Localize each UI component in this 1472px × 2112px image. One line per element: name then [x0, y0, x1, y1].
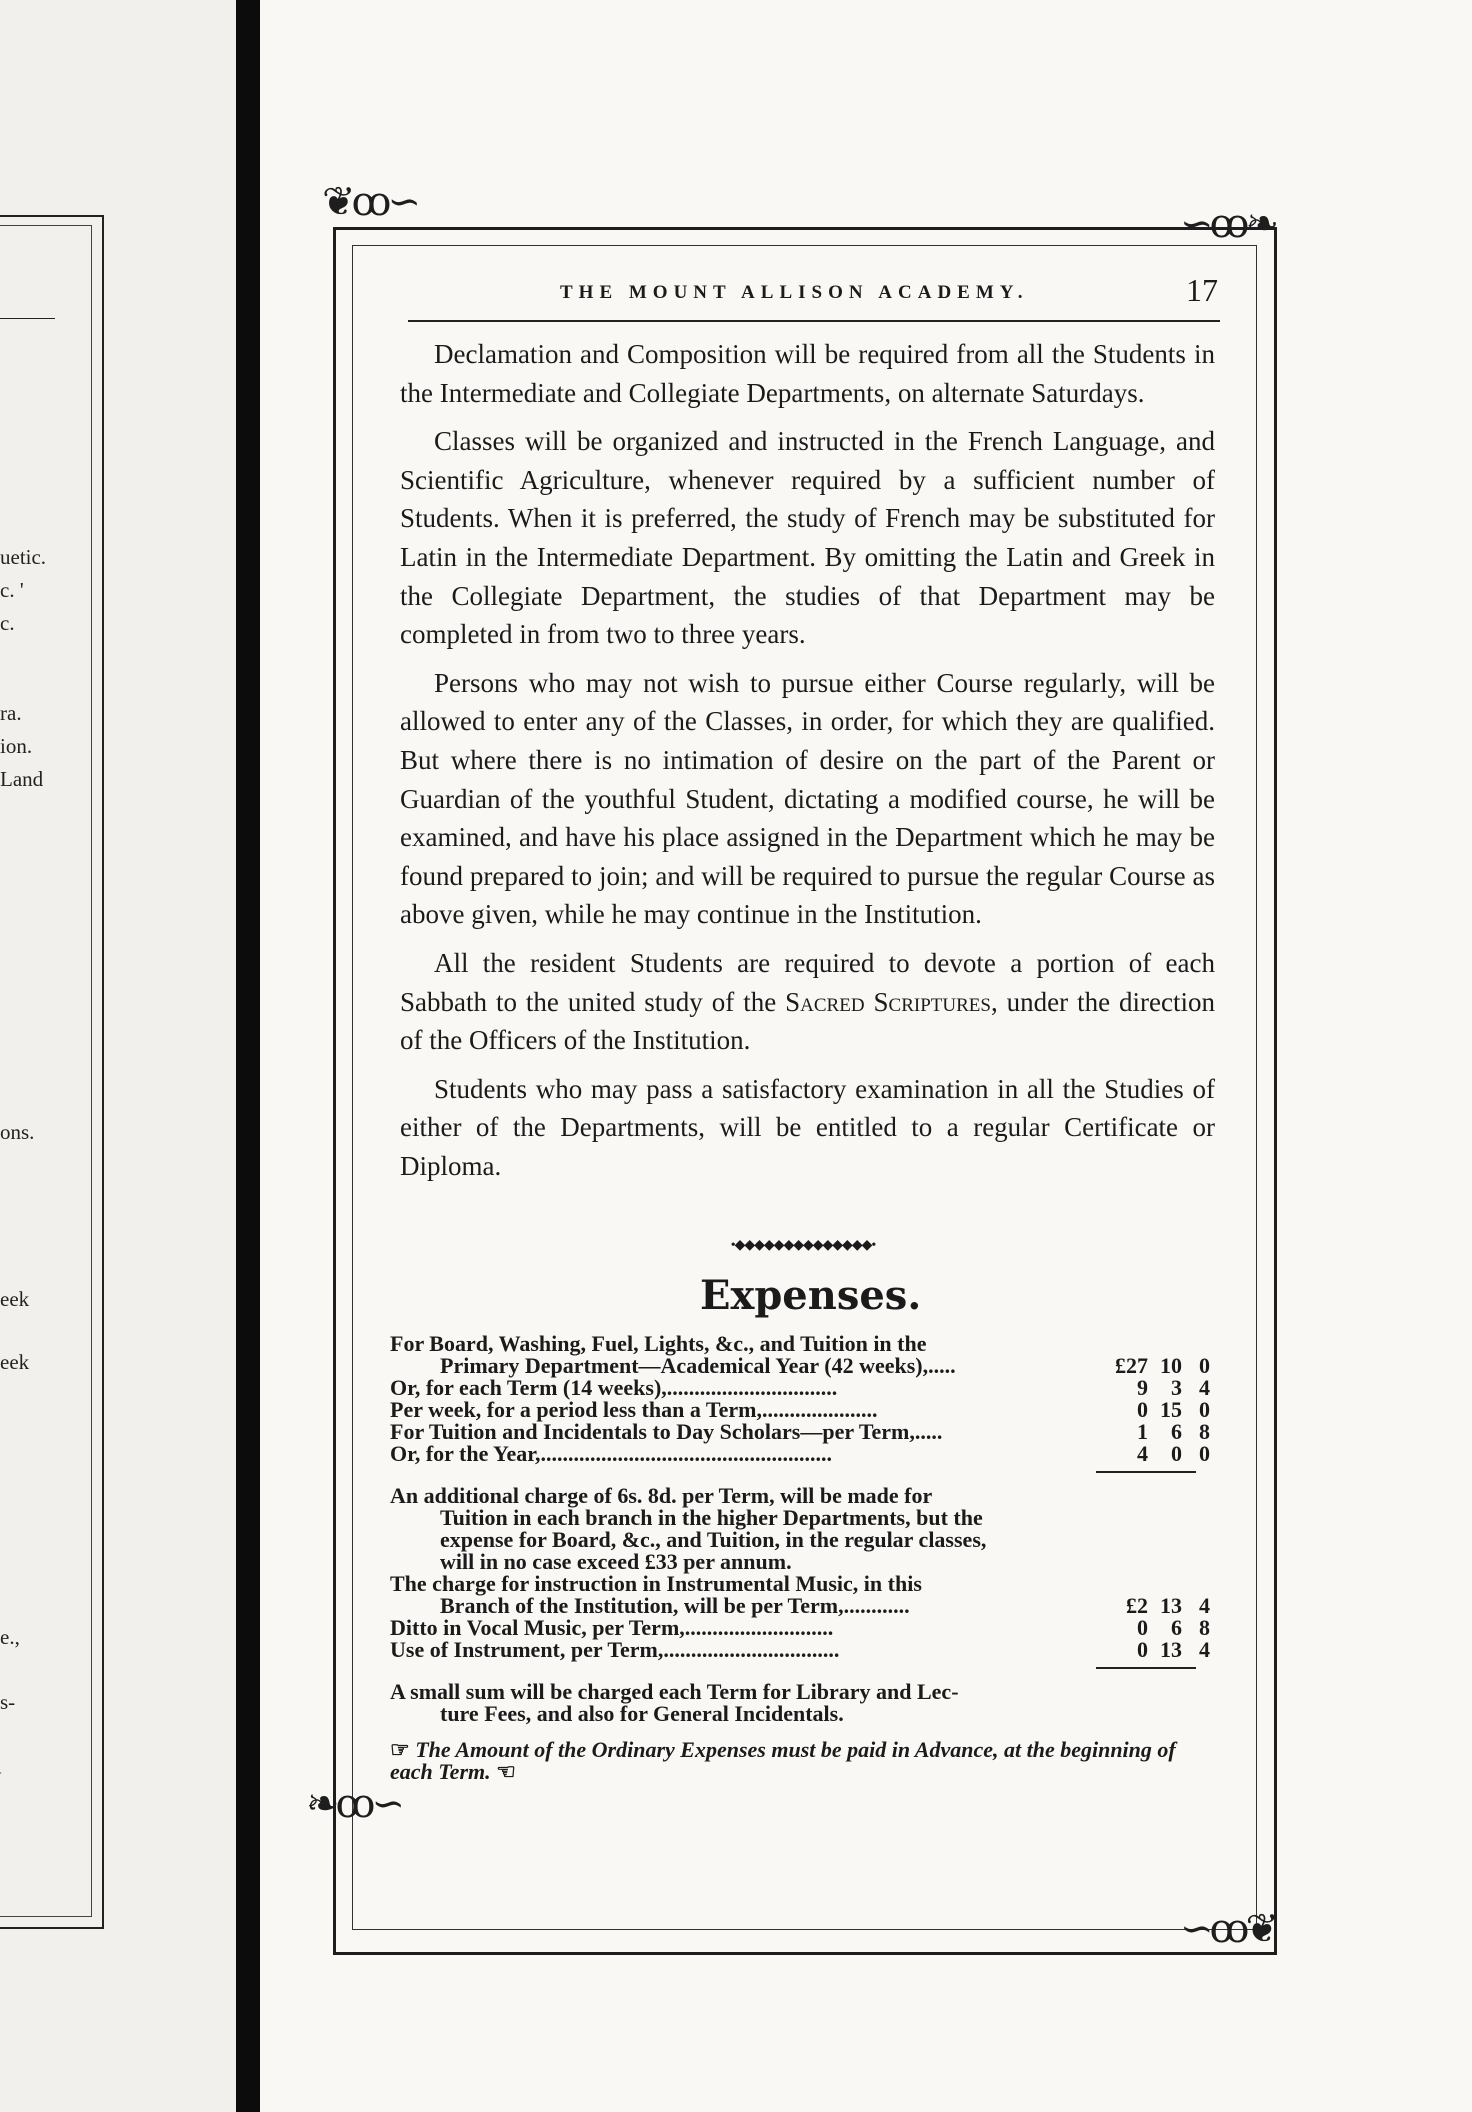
- expense-row: [390, 1421, 1210, 1443]
- pence: 0: [1199, 1353, 1210, 1378]
- pence: [1182, 1551, 1210, 1573]
- left-page-fragment: ons.: [0, 1120, 35, 1144]
- ornamental-divider: •◆◆◆◆◆◆◆◆◆◆◆◆◆◆•: [730, 1238, 876, 1253]
- expense-description: expense for Board, &c., and Tuition, in the regular classes,: [440, 1527, 987, 1552]
- left-page-fragment: s-: [0, 1690, 16, 1714]
- expense-row: [390, 1333, 1210, 1355]
- pence: 0: [1199, 1441, 1210, 1466]
- shillings: [1148, 1551, 1182, 1573]
- expense-amount: [1100, 1529, 1210, 1551]
- pounds: [1100, 1551, 1148, 1573]
- left-page-fragment: Land: [0, 767, 44, 791]
- paragraph-classes: Classes will be organized and instructed in the French Language, and Scientific Agriculture, whenever required by a sufficient number of Students. When it is preferred, the study of French may be substituted for Latin in the Intermediate Department. By omitting the Latin and Greek in the Collegiate Department, the studies of that Department may be completed in from two to three years.: [400, 426, 1215, 650]
- expense-description: Or, for the Year,.....................................................: [390, 1441, 833, 1466]
- note-text: The Amount of the Ordinary Expenses must be paid in Advance, at the beginning of each Term.: [390, 1737, 1176, 1784]
- expense-amount: [1100, 1551, 1210, 1573]
- pounds: 0: [1137, 1615, 1148, 1640]
- left-page: [0, 0, 236, 2112]
- pence: 4: [1199, 1593, 1210, 1618]
- expense-amount: [1100, 1443, 1210, 1465]
- page-number: 17: [1186, 272, 1218, 308]
- left-page-inner-frame: [0, 225, 92, 1917]
- expense-row: [390, 1551, 1210, 1573]
- paragraph-declamation: Declamation and Composition will be required from all the Students in the Intermediate and Collegiate Departments, on alternate Saturdays.: [400, 339, 1215, 408]
- shillings: 10: [1160, 1353, 1182, 1378]
- scriptures-text-b: , under the direction of the Officers of the Institution.: [400, 986, 1215, 1056]
- expense-row: [390, 1355, 1210, 1377]
- pointing-hand-icon: ☜: [496, 1759, 516, 1784]
- expenses-title: Expenses.: [700, 1272, 922, 1319]
- expense-row: [390, 1399, 1210, 1421]
- expense-amount: [1100, 1421, 1210, 1443]
- expense-description: Branch of the Institution, will be per Term,............: [440, 1593, 910, 1618]
- pence: [1182, 1529, 1210, 1551]
- pence: 0: [1199, 1397, 1210, 1422]
- expense-amount: [1100, 1399, 1210, 1421]
- paragraph-certificate: Students who may pass a satisfactory examination in all the Studies of either of the Departments, will be entitled to a regular Certificate or Diploma.: [400, 1073, 1215, 1181]
- pounds: [1100, 1507, 1148, 1529]
- pounds: 4: [1137, 1441, 1148, 1466]
- header-rule: [408, 320, 1220, 322]
- left-page-rule: [0, 318, 55, 319]
- pence: 8: [1199, 1419, 1210, 1444]
- expense-amount: [1100, 1617, 1210, 1639]
- scriptures-text-a: All the resident Students are required to devote a portion of each Sabbath to the united study of the: [400, 947, 1215, 1017]
- left-page-fragment: eek: [0, 1350, 30, 1374]
- expense-row: [390, 1529, 1210, 1551]
- shillings: [1148, 1573, 1182, 1595]
- expense-description: For Board, Washing, Fuel, Lights, &c., and Tuition in the: [390, 1331, 927, 1356]
- expense-row: [390, 1639, 1210, 1661]
- shillings: 3: [1171, 1375, 1182, 1400]
- shillings: 13: [1160, 1593, 1182, 1618]
- left-page-fragment: c.: [0, 611, 15, 635]
- corner-ornament-top-right: ∽ꝏ❧: [1180, 201, 1275, 246]
- expenses-table: [390, 1333, 1210, 1783]
- expense-description: Tuition in each branch in the higher Departments, but the: [440, 1505, 983, 1530]
- pointing-hand-icon: ☞: [390, 1737, 410, 1762]
- shillings: 13: [1160, 1637, 1182, 1662]
- expense-amount: [1100, 1595, 1210, 1617]
- expense-amount: [1100, 1507, 1210, 1529]
- expense-amount: [1100, 1355, 1210, 1377]
- pounds: £27: [1115, 1353, 1148, 1378]
- expense-amount: [1100, 1573, 1210, 1595]
- left-page-fragment: ra.: [0, 701, 22, 725]
- expense-row: [390, 1681, 1210, 1703]
- pounds: 1: [1137, 1419, 1148, 1444]
- expense-description: Or, for each Term (14 weeks),...............................: [390, 1375, 838, 1400]
- expenses-group-board: [390, 1333, 1210, 1465]
- expense-description: Ditto in Vocal Music, per Term,...........................: [390, 1615, 834, 1640]
- pence: [1182, 1573, 1210, 1595]
- shillings: 0: [1171, 1441, 1182, 1466]
- corner-ornament-bottom-left: ❧ꝏ∽: [306, 1781, 401, 1826]
- body-text: [400, 335, 1215, 1195]
- pounds: 0: [1137, 1637, 1148, 1662]
- pounds: 9: [1137, 1375, 1148, 1400]
- expense-row: [390, 1377, 1210, 1399]
- pounds: [1100, 1529, 1148, 1551]
- expense-description: Per week, for a period less than a Term,.....................: [390, 1397, 878, 1422]
- expense-row: [390, 1573, 1210, 1595]
- pounds: [1100, 1485, 1148, 1507]
- advance-payment-note: [390, 1739, 1210, 1783]
- pence: 8: [1199, 1615, 1210, 1640]
- pence: [1182, 1333, 1210, 1355]
- shillings: 6: [1171, 1615, 1182, 1640]
- expenses-group-incidentals: [390, 1681, 1210, 1725]
- shillings: [1148, 1485, 1182, 1507]
- corner-ornament-top-left: ❦ꝏ∽: [322, 179, 417, 224]
- shillings: [1148, 1507, 1182, 1529]
- left-page-fragment: c. ': [0, 578, 24, 602]
- expense-row: [390, 1703, 1210, 1725]
- paragraph-persons: Persons who may not wish to pursue either Course regularly, will be allowed to enter any of the Classes, in order, for which they are qualified. But where there is no intimation of desire on the part of the Parent or Guardian of the youthful Student, dictating a modified course, he will be examined, and have his place assigned in the Department which he may be found prepared to join; and will be required to pursue the regular Course as above given, while he may continue in the Institution.: [400, 667, 1215, 930]
- left-page-fragment: eek: [0, 1287, 30, 1311]
- expense-amount: [1100, 1639, 1210, 1661]
- expense-amount: [1100, 1377, 1210, 1399]
- left-page-fragment: ion.: [0, 734, 33, 758]
- corner-ornament-bottom-right: ∽ꝏ❦: [1180, 1906, 1275, 1951]
- left-page-fragment: uetic.: [0, 545, 47, 569]
- pence: 4: [1199, 1375, 1210, 1400]
- expense-description: Use of Instrument, per Term,................................: [390, 1637, 840, 1662]
- shillings: 15: [1160, 1397, 1182, 1422]
- expense-description: ture Fees, and also for General Incidentals.: [440, 1701, 844, 1726]
- expense-description: The charge for instruction in Instrumental Music, in this: [390, 1571, 922, 1596]
- expense-description: For Tuition and Incidentals to Day Scholars—per Term,.....: [390, 1419, 943, 1444]
- expense-description: Primary Department—Academical Year (42 weeks),.....: [440, 1353, 956, 1378]
- shillings: [1148, 1333, 1182, 1355]
- expenses-group-music: [390, 1485, 1210, 1661]
- expense-row: [390, 1485, 1210, 1507]
- running-title: THE MOUNT ALLISON ACADEMY.: [560, 282, 1029, 303]
- sum-rule: [1096, 1471, 1196, 1473]
- expense-description: A small sum will be charged each Term for Library and Lec-: [390, 1679, 959, 1704]
- expense-row: [390, 1595, 1210, 1617]
- pounds: [1100, 1573, 1148, 1595]
- left-page-fragment: e.,: [0, 1625, 20, 1649]
- pounds: £2: [1126, 1593, 1148, 1618]
- paragraph-scriptures: [400, 944, 1215, 1060]
- book-gutter: [236, 0, 260, 2112]
- pounds: 0: [1137, 1397, 1148, 1422]
- sacred-scriptures: Sacred Scriptures: [785, 986, 991, 1017]
- shillings: 6: [1171, 1419, 1182, 1444]
- expense-description: will in no case exceed £33 per annum.: [440, 1549, 792, 1574]
- pence: 4: [1199, 1637, 1210, 1662]
- expense-row: [390, 1507, 1210, 1529]
- pounds: [1100, 1333, 1148, 1355]
- expense-amount: [1100, 1333, 1210, 1355]
- shillings: [1148, 1529, 1182, 1551]
- pence: [1182, 1507, 1210, 1529]
- expense-row: [390, 1443, 1210, 1465]
- sum-rule: [1096, 1667, 1196, 1669]
- expense-amount: [1100, 1485, 1210, 1507]
- pence: [1182, 1485, 1210, 1507]
- expense-description: An additional charge of 6s. 8d. per Term, will be made for: [390, 1483, 933, 1508]
- expense-row: [390, 1617, 1210, 1639]
